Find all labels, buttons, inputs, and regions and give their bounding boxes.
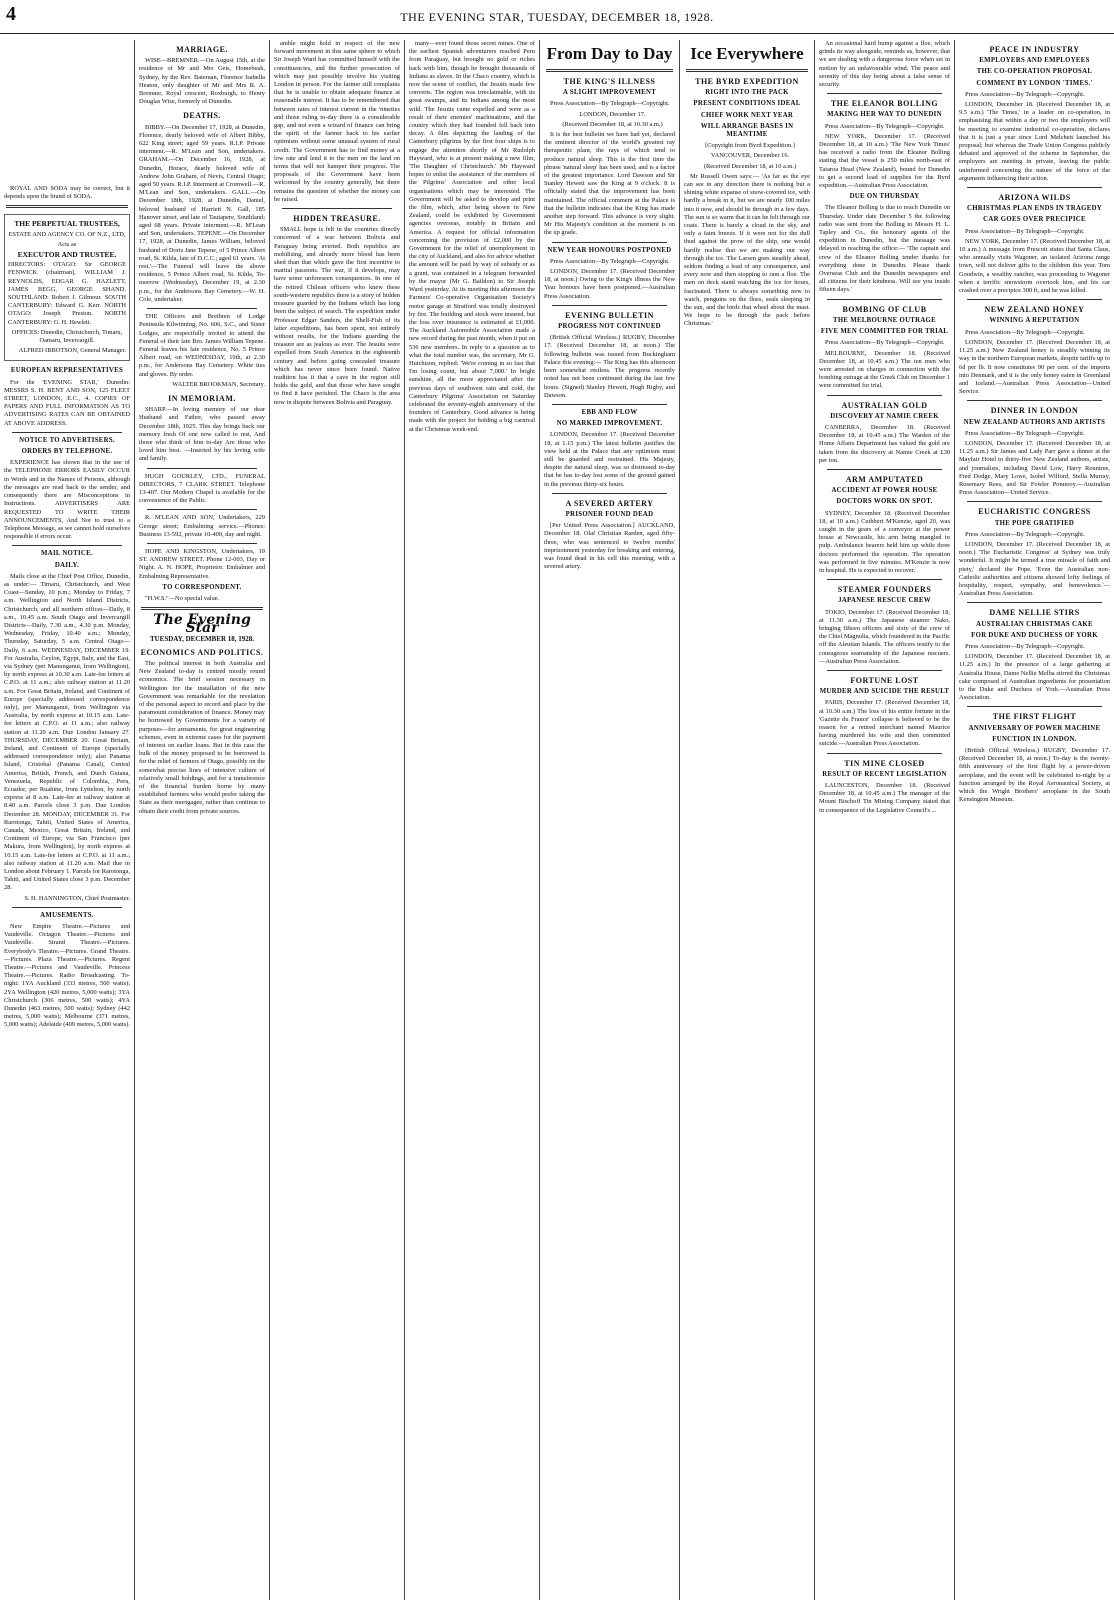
column-2: [135, 40, 270, 1600]
notice-title: NOTICE TO ADVERTISERS.: [19, 436, 115, 444]
mclean-ad: R. M'LEAN AND SON, Undertakers, 229 George street; Embalming service.—Phones: Business 13-592, private 10-400, day and night.: [139, 514, 265, 538]
honours-body: LONDON, December 17. (Received December 18, at noon.) Owing to the King's illness the New Year honours have been postponed.—Australian Press Association.: [544, 268, 675, 300]
arizona-title: ARIZONA WILDS: [998, 193, 1071, 203]
club-sub: THE MELBOURNE OUTRAGE: [833, 316, 936, 324]
arizona-sub: CHRISTMAS PLAN ENDS IN TRAGEDY: [966, 205, 1102, 213]
peace-sub-2: THE CO-OPERATION PROPOSAL: [976, 68, 1093, 76]
melba-title: DAME NELLIE STIRS: [989, 608, 1080, 618]
divider: [827, 670, 942, 671]
kings-received: (Received December 18, at 10.30 a.m.): [562, 120, 663, 128]
mail-daily: DAILY.: [54, 561, 80, 569]
steamer-body: TOKIO, December 17. (Received December 18, at 11.30 a.m.) The Japanese steamer Nako, bringing fifteen officers and sixty of the crew of the Chiel Magnolia, which foundered in the Pacific off the Aleutian Islands. The officers testify to the courageous seamanship of the Japanese rescuers.—Australian Press Association.: [819, 608, 950, 665]
eucharistic-body: LONDON, December 17. (Received December 18, at noon.) 'The Eucharistic Congress' at Sydney was truly wonderful. It might be termed a true miracle of faith and piety,' declared the Pope. 'Even the Australian non-Catholic authorities and citizens showed lofty feelings of hospitality, respect, sympathy, and benevolence.'—Australian Press Association.: [959, 540, 1110, 598]
lodge-notice: THE Officers and Brethren of Lodge Peninsula Kilwinning, No. 606, S.C., and Sister Lodges, are respectfully invited to attend the Funeral of their late Bro. James William Tepene. Funeral leaves his late residence, No. 5 Prince Albert road, on WEDNESDAY, 19th, at 2.30 p.m., for Andersons Bay Cemetery. White ties and gloves. By order.: [139, 313, 265, 378]
running-title: THE EVENING STAR, TUESDAY, DECEMBER 18, 1928.: [400, 10, 714, 24]
divider: [12, 545, 122, 546]
from-day-to-day-banner: From Day to Day: [546, 44, 673, 63]
deaths-body: BIBBY.—On December 17, 1928, at Dunedin, Florence, dearly beloved wife of Albert Bibby, 622 King street; aged 59 years. R.I.P. Private interment.—R. M'Lean and Son, undertakers. GRAHAM.—On December 16, 1928, at Dunedin, Horace, dearly beloved wife of Andrew John Graham, of Nevis, Central Otago; aged 50 years. R.I.P. Interment at Cromwell.—R. M'Lean and Son, undertakers. GALL.—On December 18th, 1928, at Dunedin, Daniel, beloved husband of Harriett N. Gall, 185 Hanover street, and late of Tautapere, Southland; aged 68 years. Private interment.—R. M'Lean and Son, undertakers. TEPENE.—On December 17, 1928, at Dunedin, James William, beloved husband of Doris Jane Tepene, of 5 Prince Albert road, St. Kilda, late of D.C.C.; aged 61 years. 'At rest.'—The Funeral will leave the above residence, 5 Prince Albert road, St. Kilda, To-morrow (Wednesday), December 19, at 2.30 p.m., for the Andersons Bay Cemetery.—W. H. Cole, undertaker.: [139, 123, 266, 303]
paper-nameplate: The Evening Star: [153, 612, 251, 637]
peace-source: Press Association—By Telegraph—Copyright.: [965, 90, 1085, 98]
honey-source: Press Association—By Telegraph—Copyright.: [965, 328, 1085, 336]
mail-title: MAIL NOTICE.: [41, 550, 93, 558]
divider: [827, 469, 942, 470]
deaths-title: DEATHS.: [183, 111, 221, 121]
ebb-body: LONDON, December 17. (Received December 18, at 1.15 p.m.) The latest bulletin justifies the view held at the Palace that any optimism must still be guarded and restrained. His Majesty, despite the natural sleep, was so distressed to-day that he has to-day lost some of the ground gained in the previous thirty-six hours.: [544, 431, 675, 488]
divider: [827, 579, 942, 580]
dinner-body: LONDON, December 17. (Received December 18, at 11.25 a.m.) Sir James and Lady Parr gave a dinner at the Mayfair Hotel to thirty-five New Zealand authors, artists, and journalists, including David Low, Harry Rountree, Fred Dodge, Mary Lowe, Isobel Wilford, Stella Murray, Rosemary Rees, and Sir Fowler Pomeroy.—Australian Press Association—United Service.: [959, 439, 1110, 497]
hope-ad: HOPE AND KINGSTON, Undertakers, 19 ST. ANDREW STREET. Phone 12-003, Day or Night. A. N. HOPE, Proprietor. Embalmer and Embalming Representative.: [139, 547, 265, 580]
tin-body: LAUNCESTON, December 18. (Received December 18, at 10.45 a.m.) The manager of the Mount Bischoff Tin Mining Company stated that in consequence of the Legislative Council's ...: [819, 782, 950, 814]
correspondents-title: TO CORRESPONDENT.: [162, 583, 242, 591]
byrd-dateline: VANCOUVER, December 16.: [710, 152, 790, 160]
divider: [967, 400, 1102, 401]
divider: [147, 308, 257, 309]
steamer-title: STEAMER FOUNDERS: [837, 585, 932, 595]
melba-sub-2: FOR DUKE AND DUCHESS OF YORK: [971, 631, 1098, 639]
trustees-sub: ESTATE AND AGENCY CO. OF N.Z., LTD,: [8, 230, 126, 238]
hidden-treasure-title: HIDDEN TREASURE.: [293, 214, 381, 224]
divider: [967, 187, 1102, 188]
notice-body: EXPERIENCE has shown that in the use of the TELEPHONE ERRORS EASILY OCCUR in Words and in the Names of Persons, although the messages are read back to the sender, and consequently there are Misconceptions in Instructions. ADVERTISERS ARE REQUESTED TO WRITE THEIR ANNOUNCEMENTS, And Not to trust to a Telephone Message, as we cannot hold ourselves responsible if errors occur.: [4, 459, 130, 541]
trustees-executor: EXECUTOR AND TRUSTEE.: [17, 250, 117, 260]
divider: [552, 242, 667, 243]
correspondents-body: "H.W.S."—No special value.: [145, 594, 220, 602]
dinner-source: Press Association—By Telegraph—Copyright.: [965, 429, 1085, 437]
flight-title: THE FIRST FLIGHT: [992, 712, 1077, 722]
tin-title: TIN MINE CLOSED: [844, 758, 925, 768]
ebb-title: EBB AND FLOW: [581, 408, 638, 416]
artery-body: [Per United Press Association.] AUCKLAND, December 18. Olaf Christian Rarden, aged fifty-three, who was sentenced to twelve months' imprisonment yesterday for breaking and entering, was found dead in his cell this morning, with a severed artery.: [544, 522, 675, 571]
eleanor-sub: MAKING HER WAY TO DUNEDIN: [827, 111, 942, 119]
mail-body: Mails close at the Chief Post Office, Dunedin, as under:— Timaru, Christchurch, and West Coast—Sunday, 10 p.m.; Monday to Friday, 7 a.m. Wellington and North Island Districts, Christchurch, and all northern offices—Daily, 8 a.m., 10.45 a.m. South Otago and Invercargill Districts—Daily, 7.30 a.m., 4.30 p.m. Monday, Wednesday, Friday, 10.40 a.m.; Monday, Thursday, Saturday, 5 a.m. Central Otago—Daily, 6 a.m. WEDNESDAY, DECEMBER 19. For Australia, Ceylon, Egypt, Italy, and the East, via Sydney (per Manunganui, from Wellington), by north express at 10.30 a.m. Late-fee letters at C.P.O. at 11 a.m.; also railway station at 11.20 a.m. For Great Britain, Ireland, and Continent of Europe (specially addressed correspondence only), per Manunganui, from Wellington via Australia, by north express at 10.15 a.m. Late-fee letters at C.P.O. at 11 a.m.; also railway station at 11.20 a.m. Due London January 27. THURSDAY, DECEMBER 20. Great Britain, Ireland, and Continent of Europe (specially addressed correspondence only); also Panama Island, Cristobal (Panama Canal), Central America, British, French, and Dutch Guiana, Venezuela, Republic of Colombia, Peru, Ecuador, per Ruahine, from Lyttelton, by north express at 8 a.m. Late-fee at railway station at 8.40 a.m. Parcels close 3 p.m. Due London December 28. MONDAY, DECEMBER 31. For Rarotonga, Tahiti, United States of America, Canada, Mexico, Great Britain, Ireland, and Continent of Europe, via San Francisco (per Makura, from Wellington), by north express at 10.15 a.m. Late-fee letters at C.P.O. at 11 a.m.; also railway station at 11.20 a.m. Mail due in London about February 1. Parcels for Rarotonga, Tahiti, and United States close 3 p.m. December 28.: [4, 572, 130, 892]
postmaster: S. H. HANNINGTON, Chief Postmaster.: [24, 894, 130, 902]
divider: [6, 205, 128, 208]
byrd-title: THE BYRD EXPEDITION: [695, 77, 799, 86]
memoriam-title: IN MEMORIAM.: [168, 393, 236, 403]
marriage-title: MARRIAGE.: [176, 45, 228, 54]
eucharistic-sub: THE POPE GRATIFIED: [994, 519, 1075, 527]
kings-dateline: LONDON, December 17.: [579, 110, 646, 118]
fortune-title: FORTUNE LOST: [850, 676, 919, 685]
divider: [282, 208, 392, 209]
melba-source: Press Association—By Telegraph—Copyright.: [965, 642, 1085, 650]
byrd-sub-4: WILL ARRANGE BASES IN MEANTIME: [700, 122, 794, 139]
divider: [967, 501, 1102, 502]
thursday-body: The Eleanor Bolling is due to reach Dunedin on Thursday. Under date December 5 the following radio was sent from the Bolling to Messrs H. L. Tapley and Co., the honorary agents of the expedition in Dunedin, but the message was delayed in reaching the office:— 'The captain and crew of the Eleanor Bolling tender thanks for everything done in Dunedin. Please thank Overseas Club and the Dunedin newspapers and all citizens for their kindness. Will see you inside fifteen days.': [819, 204, 950, 294]
trustees-ad: [4, 214, 130, 361]
column-1: [0, 40, 135, 1600]
divider: [147, 509, 257, 510]
kings-body: It is the best bulletin we have had yet, declared the eminent director of the world's greatest ray therapeutic plant, the rays of which tend to produce natural sleep. This is the first time the phrase 'natural sleep' has been used, and is a factor of the greatest importance. Lord Dawson and Sir Stanley Hewett saw the King at 9 o'clock. It is officially stated that the improvement has been maintained. The official comment at the Palace is that the bulletin indicates that the King has made another step forward. This advance is very slight. Mr His Majesty's condition at the moment is on the up grade.: [544, 131, 675, 237]
peace-title: PEACE IN INDUSTRY: [989, 45, 1080, 54]
editorial-continued: amble might hold in respect of the new forward movement in this same sphere to which Sir Joseph Ward has committed himself with the constituencies, and the further prosecution of which may just possibly involve his visiting London in person. For the farmer still complains that he is unable to obtain adequate finance at reasonable interest. It has to be remembered that between rates of interest current in the 'nineties and those ruling to-day there is a considerable gap, and not even a wizard of finance can bring the spirit of the farmer back to his earlier optimism without some unusual system of rural credit. The Government has to find money at a low rate and lend it to the men on the land on terms that will not hamper their progress. The proposals of the Government have been welcomed by the country generally, but there remains the question of whether the money can be raised.: [274, 40, 400, 203]
column-7: [815, 40, 955, 1600]
column-4-body: many—ever found those secret mines. One of the earliest Spanish adventurers reached Peru from Paraguay, but brought no gold or riches back with him, though he brought thousands of Indians as slaves. In the Chaco country, which is now the scene of conflict, the Jesuits made few converts. The region was irreclaimable, with its great swamps, and its Indians among the most wild. The Jesuits came expelled and were as a result of their enemies' machinations, and the country which they had founded fell back into decay. A film depicting the landing of the Canterbury pilgrims by the first four ships is to engage the attention shortly of Mr Rudolph Hayward, who is at present making a new film, 'The Daughter of Christchurch.' Mr Hayward hopes to enlist the assistance of the members of the Pilgrims' Association and other local organisations which may be interested. The Government will be asked to develop and print the film, which, after being shown in New Zealand, could be exhibited by Government agencies overseas, notably in Britain and America. A request for official information concerning the provision of £2,000 by the Government for the relief of unemployment in the city of Auckland, and also for advice whether the amount will be paid by way of subsidy or as a grant, was contained in a telegram forwarded by the mayor (Mr G. Baildon) to Sir Joseph Ward yesterday. At its meeting this afternoon the Farmers' Co-operative Organisation Society's motor garage at Stratford was totally destroyed by fire. The building and stock were insured, but the loss over insurance is estimated at £1,000. The Auckland Automobile Association made a new record during the past month, when it put on 536 new members. In reply to a question as to what the total number was, the secretary, Mr G. Hutchison, replied: 'We're coming in so fast that I'm losing count, but about 7,000.' In bright sunshine, all the more appreciated after the previous days of southwest rain and cold, the Canterbury Pilgrims' Association on Saturday celebrated the seventy-eighth anniversary of the founders of Canterbury. Good advance is being made with the project for holding a big carnival at the Christmas week-end.: [409, 40, 536, 433]
divider: [552, 493, 667, 494]
dinner-sub: NEW ZEALAND AUTHORS AND ARTISTS: [963, 418, 1106, 426]
divider: [686, 69, 808, 72]
kings-source: Press Association—By Telegraph—Copyright.: [550, 100, 670, 108]
divider: [827, 299, 942, 300]
flight-body: (British Official Wireless.) RUGBY, December 17. (Received December 18, at noon.) To-day is the twenty-fifth anniversary of the first flight by a power-driven aeroplane, and the event will be celebrated to-night by a function arranged by the Royal Aeronautical Society, at which the Wright Brothers' aeroplane in the South Kensington Museum.: [959, 747, 1110, 804]
arm-title: ARM AMPUTATED: [845, 474, 924, 484]
artery-title: A SEVERED ARTERY: [565, 498, 654, 508]
column-3: [270, 40, 405, 1600]
melba-body: LONDON, December 17. (Received December 18, at 11.25 a.m.) In the presence of a large gathering at Australia House, Dame Nellie Melba stirred the Christmas cake composed of Australian ingredients for presentation to the Duke and Duchess of York.—Australian Press Association.: [959, 653, 1110, 702]
divider: [552, 404, 667, 405]
trustees-manager: ALFRED IBBOTSON, General Manager.: [18, 347, 126, 355]
editorial-title: ECONOMICS AND POLITICS.: [140, 647, 264, 657]
lodge-sign: WALTER BROOKMAN, Secretary.: [172, 380, 265, 388]
divider: [546, 69, 673, 72]
byrd-body: Mr Russell Owen says:— 'As far as the eye can see in any direction there is nothing but a shining white expanse of snow-covered ice, with hardly a break in it, but we are nearly 100 miles into it now, and should be through in a few days. The sun is so warm that it can be felt through our coats. There is barely a cloud in the sky, and only a faint breeze. If it were not for the dull thud against the prow of the ship, one would hardly realise that we are making our way through the ice. The Larsen goes steadily ahead, seldom finding a lead of any consequence, and every now and then stopping to ram a floe. The men on deck stand watching the ice for hours, fascinated. There is always something new to watch, penguins on the floes, seals sleeping in the sun, and the birds that wheel about the mast. We hope to be through the pack before Christmas.': [684, 172, 810, 328]
hidden-treasure-body: SMALL hope is felt in the countries directly concerned of a war between Bolivia and Paraguay being averted. Both republics are mobilising, and already more blood has been shed than that which gave the first incentive to martial passions. The war, if it develops, may have some unforeseen consequences. In one of the retired Chilean officers who knew these south-western republics there is a story of hidden treasure guarded by the Indians which has long been the subject of search. The expedition under Professor Edgar Sanders, the Shell-Fish of its latter expeditions, has been spent, not entirely without results, for the Indians guarding the treasure are as jealous as ever. The Jesuits were expelled from South America in the eighteenth century and before going concealed treasure which has never since been found. Native tradition has it that a cave in the region still holds the gold, and that those who have sought to find it have perished. The Chaco is the area now in dispute between Bolivia and Paraguay.: [274, 226, 400, 406]
steamer-sub: JAPANESE RESCUE CREW: [838, 597, 931, 605]
soda-notice: ROYAL AND SODA may be correct, but it depends upon the brand of SODA.: [4, 185, 130, 201]
thursday-title: DUE ON THURSDAY: [849, 193, 920, 201]
trustees-offices: OFFICES: Dunedin, Christchurch, Timaru, Oamaru, Invercargill.: [11, 328, 123, 345]
gourley-ad: HUGH GOURLEY, LTD., FUNERAL DIRECTORS, 7 CLARK STREET. Telephone 13-407. Our Modern Chapel is available for the convenience of the Public.: [139, 472, 265, 505]
flight-sub: ANNIVERSARY OF POWER MACHINE: [968, 724, 1101, 732]
fortune-body: PARIS, December 17. (Received December 18, at 10.30 a.m.) The loss of his entire fortune in the 'Gazette du France' collapse is believed to be the reason for a retired merchant named Maurice having murdered his wife and then committed suicide.—Australian Press Association.: [819, 699, 950, 748]
arizona-body: NEW YORK, December 17. (Received December 18, at 10 a.m.) A message from Prescott states that Santa Claus, who annually visits Wagoner, an isolated Arizona range town, will not deliver gifts to the children this year. Tom Goodwin, a wealthy rancher, was proceeding to Wagoner when a terrific snowstorm overtook him, and his car crashed over a precipice 300 ft, and he was killed.: [959, 237, 1110, 295]
eleanor-title: THE ELEANOR BOLLING: [830, 99, 939, 109]
club-source: Press Association—By Telegraph—Copyright.: [825, 339, 945, 347]
dinner-title: DINNER IN LONDON: [990, 406, 1079, 416]
tin-sub: RESULT OF RECENT LEGISLATION: [822, 770, 947, 778]
melba-sub: AUSTRALIAN CHRISTMAS CAKE: [976, 620, 1093, 628]
eleanor-source: Press Association—By Telegraph—Copyright.: [825, 122, 945, 130]
arm-body: SYDNEY, December 18. (Received December 18, at 10 a.m.) Cuthbert M'Kenzie, aged 20, was caught in the gears of a conveyor at the power house at Newcastle, his arm being mangled to pulp. Ambulance bearers held him up while three doctors performed the operation. The operation was performed in five minutes. M'Kenzie is now in hospital. He is expected to recover.: [819, 509, 950, 574]
artery-sub: PRISONER FOUND DEAD: [565, 510, 654, 518]
byrd-sub-1: RIGHT INTO THE PACK: [705, 89, 789, 97]
trustees-acts: Acts as: [57, 240, 77, 248]
byrd-sub-3: CHIEF WORK NEXT YEAR: [700, 111, 794, 119]
bulletin-body: (British Official Wireless.) RUGBY, December 17. (Received December 18, at noon.) The following bulletin was issued from Buckingham Palace this evening:— The King has this afternoon been somewhat restless. The progress recently noted has not been continued during the last few hours. (Signed) Stanley Hewett, Hugh Rigby, and Dawson.: [544, 334, 675, 399]
club-body: MELBOURNE, December 18. (Received December 18, at 10.45 a.m.) The ten men who were arrested on charges in connection with the bombing outrage at the Greek Club on December 1 were committed for trial.: [819, 349, 950, 390]
divider: [141, 607, 263, 610]
trustees-title: THE PERPETUAL TRUSTEES,: [14, 219, 120, 229]
arizona-sub-2: CAR GOES OVER PRECIPICE: [983, 216, 1086, 224]
divider: [967, 299, 1102, 300]
kings-illness-title: THE KING'S ILLNESS: [563, 77, 656, 86]
paper-date: TUESDAY, DECEMBER 18, 1928.: [149, 634, 255, 643]
honey-sub: WINNING A REPUTATION: [989, 317, 1080, 325]
column-8: [955, 40, 1114, 1600]
gold-body: CANBERRA, December 18. (Received December 18, at 10.45 a.m.) The Warden of the Home Affairs Department has valued the gold ore taken from the discovery at Namie Creek at £30 per ton.: [819, 423, 950, 464]
honey-title: NEW ZEALAND HONEY: [984, 305, 1085, 315]
peace-body: LONDON, December 18. (Received December 18, at 9.5 a.m.) 'The Times,' in a leader on co-operation, in emphasising that within a day or two the employers will be meeting to examine industrial co-operation, declares that it is just a year since Lord Melchett launched his proposal; but whereas the Trade Union Congress publicly debated and approved of the scheme in September, the employers are meeting in private, leaving the public uninformed concerning the nature of the force of the arguments influencing their action.: [959, 101, 1110, 182]
byrd-source: [Copyright from Byrd Expedition.]: [705, 142, 795, 150]
fortune-sub: MURDER AND SUICIDE THE RESULT: [819, 688, 950, 696]
euro-body: For the 'EVENING STAR,' Dunedin: MESSRS S. H. BENT AND SON, 125 FLEET STREET, LONDON, E.C., 4. COPIES OF PAPERS AND FULL INFORMATION AS TO ADVERTISING RATES CAN BE OBTAINED AT ABOVE ADDRESS.: [4, 378, 130, 427]
divider: [552, 305, 667, 306]
divider: [827, 395, 942, 396]
divider: [12, 432, 122, 433]
notice-sub: ORDERS BY TELEPHONE.: [21, 448, 113, 456]
divider: [827, 93, 942, 94]
gold-title: AUSTRALIAN GOLD: [841, 400, 928, 410]
marriage-body: WISE—BREMNER.—On August 15th, at the residence of Mr and Mrs Geis, Homebush, Sydney, by the Rev. Bateman, Florence Isabella Heaton, only daughter of Mr and Mrs R. A. Bremner, Royal crescent, Roxburgh, to Henry Douglas Wise, formerly of Dunedin.: [139, 57, 265, 106]
arm-sub: ACCIDENT AT POWER HOUSE: [831, 487, 938, 495]
divider: [147, 468, 257, 469]
kings-illness-sub: A SLIGHT IMPROVEMENT: [562, 89, 657, 97]
masthead: [0, 0, 1114, 34]
divider: [967, 602, 1102, 603]
divider: [12, 907, 122, 908]
eleanor-body: NEW YORK, December 17. (Received December 18, at 10 a.m.) 'The New York Times' has received a radio from the Eleanor Bolling stating that the vessel is 250 miles north-east of Taiaroa Head (New Zealand), bound for Dunedin to get a second load of supplies for the Byrd expedition.—Australian Press Association.: [819, 132, 950, 190]
arm-sub-2: DOCTORS WORK ON SPOT.: [836, 498, 933, 506]
column-4: [405, 40, 540, 1600]
honours-title: NEW YEAR HONOURS POSTPONED: [547, 246, 672, 254]
byrd-sub-2: PRESENT CONDITIONS IDEAL: [693, 100, 801, 108]
euro-title: EUROPEAN REPRESENTATIVES: [10, 367, 124, 375]
ice-everywhere-banner: Ice Everywhere: [690, 44, 804, 63]
peace-sub-1: EMPLOYERS AND EMPLOYEES: [979, 57, 1090, 65]
memoriam-body: SHARP.—In loving memory of our dear Husband and Father, who passed away December 18th, 1925. This day brings back our memory fresh Of one now called to rest, And those who think of him to-day Are those who loved him best. —Inserted by his loving wife and family.: [139, 406, 265, 463]
byrd-continued: An occasional hard bump against a floe, which grinds its way alongside, reminds us, however, that we are dealing with a dangerous force when set in motion by an unfavourable wind. The peace and serenity of this day being about a false sense of security.: [819, 40, 950, 89]
divider: [967, 706, 1102, 707]
divider: [827, 753, 942, 754]
gold-sub: DISCOVERY AT NAMIE CREEK: [830, 412, 939, 420]
club-sub-2: FIVE MEN COMMITTED FOR TRIAL: [820, 328, 949, 336]
trustees-directors: DIRECTORS: OTAGO: Sir GEORGE FENWICK (chairman), WILLIAM J. REYNOLDS, EDGAR G. HAZLETT, JAMES BEGG, GEORGE SHAND. SOUTHLAND: Robert J. Gilmour. SOUTH CANTERBURY: Edward G. Kerr. NORTH OTAGO: Joseph Preston. NORTH CANTERBURY: G. H. Hewlett.: [8, 261, 126, 326]
honours-source: Press Association—By Telegraph—Copyright.: [550, 257, 670, 265]
eucharistic-source: Press Association—By Telegraph—Copyright.: [965, 530, 1085, 538]
page-number: 4: [6, 3, 16, 25]
divider: [147, 543, 257, 544]
byrd-received: (Received December 18, at 10 a.m.): [703, 162, 797, 170]
amuse-body: New Empire Theatre.—Pictures and Vaudeville. Octagon Theatre.—Pictures and Vaudeville. Strand Theatre.—Pictures. Everybody's Theatre.—Pictures. Grand Theatre.—Pictures. Plaza Theatre.—Pictures. Regent Theatre.—Pictures and Vaudeville. Princess Theatre.—Pictures. Radio Broadcasting. To-night: 1YA Auckland (333 metres, 500 watts); 2YA Wellington (420 metres, 5,000 watts); 3YA Christchurch (306 metres, 500 watts); 4YA Dunedin (463 metres, 500 watts); Sydney (442 metres, 5,000 watts); Melbourne (371 metres, 5,000 watts); Adelaide (409 metres, 5,000 watts).: [4, 923, 131, 1029]
honey-body: LONDON, December 17. (Received December 18, at 11.25 a.m.) New Zealand honey is steadily winning its way in the northern European markets, despite tariffs up to 6d per lb. It now constitutes 90 per cent. of the imports into Denmark, and it is the only honey eaten in Greenland and Iceland.—Australian Press Association—United Service.: [959, 338, 1110, 396]
eucharistic-title: EUCHARISTIC CONGRESS: [978, 507, 1091, 517]
peace-sub-3: COMMENT BY LONDON 'TIMES.': [976, 79, 1093, 87]
column-6: [680, 40, 815, 1600]
amuse-title: AMUSEMENTS.: [40, 911, 94, 919]
editorial-body: The political interest in both Australia and New Zealand to-day is centred mostly round economics. The brief session necessary in Wellington for the installation of the new Government was remarkable for the revelation of the personal aspect to record and place by the paramount consideration of finance. Money may be borrowed by Governments for a variety of purposes—for armaments, for great engineering schemes, even in extreme cases for the payment of interest on earlier loans. But in this case the bulk of the money proposed to be borrowed is for the relief of farmers of Otago, possibly on the somewhat precise lines of intensive culture of relatively small holdings, and for a transference of the financial burden borne by many established farmers who would prefer taking the State as their mortgagee, rather than continue to obtain their credit from private sources.: [139, 660, 265, 815]
column-5: [540, 40, 680, 1600]
arizona-source: Press Association—By Telegraph—Copyright.: [965, 227, 1085, 235]
club-title: BOMBING OF CLUB: [842, 304, 927, 314]
bulletin-sub: PROGRESS NOT CONTINUED: [558, 323, 661, 331]
flight-sub-2: FUNCTION IN LONDON.: [992, 735, 1077, 743]
ebb-sub: NO MARKED IMPROVEMENT.: [556, 420, 663, 428]
bulletin-title: EVENING BULLETIN: [565, 310, 654, 320]
